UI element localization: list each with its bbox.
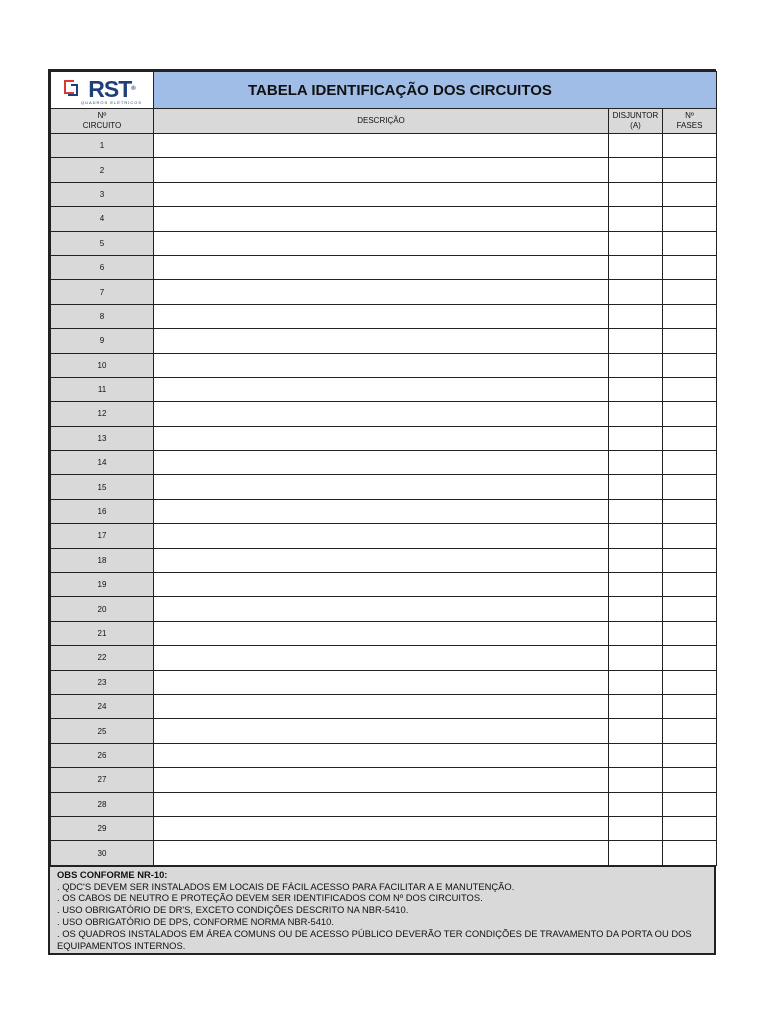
phases-cell[interactable]	[663, 646, 717, 670]
description-cell[interactable]	[154, 231, 609, 255]
circuit-number: 19	[51, 573, 154, 597]
table-row	[51, 524, 717, 548]
table-row	[51, 280, 717, 304]
phases-cell[interactable]	[663, 792, 717, 816]
description-cell[interactable]	[154, 719, 609, 743]
breaker-cell[interactable]	[609, 597, 663, 621]
circuit-number: 24	[51, 694, 154, 718]
breaker-cell[interactable]	[609, 524, 663, 548]
circuit-number: 7	[51, 280, 154, 304]
phases-cell[interactable]	[663, 499, 717, 523]
phases-cell[interactable]	[663, 621, 717, 645]
circuit-number: 27	[51, 768, 154, 792]
table-row	[51, 475, 717, 499]
phases-cell[interactable]	[663, 573, 717, 597]
table-row	[51, 255, 717, 279]
table-row	[51, 841, 717, 865]
header-description: DESCRIÇÃO	[154, 109, 609, 134]
table-row	[51, 353, 717, 377]
circuit-number: 22	[51, 646, 154, 670]
header-circuit-line1: Nº	[97, 111, 107, 120]
breaker-cell[interactable]	[609, 377, 663, 401]
table-row	[51, 158, 717, 182]
breaker-cell[interactable]	[609, 548, 663, 572]
table-row	[51, 816, 717, 840]
obs-lines	[57, 881, 709, 952]
circuit-number: 30	[51, 841, 154, 865]
header-row	[51, 109, 717, 134]
header-circuit-line2: CIRCUITO	[82, 121, 122, 130]
header-phases	[663, 109, 717, 134]
obs-line: . OS CABOS DE NEUTRO E PROTEÇÃO DEVEM SER IDENTIFICADOS COM Nº DOS CIRCUITOS.	[57, 892, 483, 904]
description-cell[interactable]	[154, 207, 609, 231]
phases-cell[interactable]	[663, 377, 717, 401]
breaker-cell[interactable]	[609, 646, 663, 670]
logo-tagline: QUADROS ELÉTRICOS	[80, 99, 142, 105]
phases-cell[interactable]	[663, 329, 717, 353]
table-row	[51, 329, 717, 353]
phases-cell[interactable]	[663, 280, 717, 304]
description-cell[interactable]	[154, 280, 609, 304]
description-cell[interactable]	[154, 329, 609, 353]
phases-cell[interactable]	[663, 353, 717, 377]
circuit-number: 10	[51, 353, 154, 377]
description-cell[interactable]	[154, 597, 609, 621]
circuit-number: 5	[51, 231, 154, 255]
logo-brand: RST	[88, 75, 132, 102]
breaker-cell[interactable]	[609, 475, 663, 499]
breaker-cell[interactable]	[609, 207, 663, 231]
table-row	[51, 304, 717, 328]
registered-mark: ®	[131, 85, 135, 92]
breaker-cell[interactable]	[609, 768, 663, 792]
description-cell[interactable]	[154, 182, 609, 206]
description-cell[interactable]	[154, 768, 609, 792]
phases-cell[interactable]	[663, 548, 717, 572]
circuit-number: 15	[51, 475, 154, 499]
circuit-number: 11	[51, 377, 154, 401]
description-cell[interactable]	[154, 792, 609, 816]
breaker-cell[interactable]	[609, 621, 663, 645]
phases-cell[interactable]	[663, 255, 717, 279]
obs-line: . USO OBRIGATÓRIO DE DPS, CONFORME NORMA NBR-5410.	[57, 915, 334, 927]
phases-cell[interactable]	[663, 451, 717, 475]
description-cell[interactable]	[154, 304, 609, 328]
description-cell[interactable]	[154, 499, 609, 523]
table-row	[51, 499, 717, 523]
table-row	[51, 670, 717, 694]
obs-line: . OS QUADROS INSTALADOS EM ÁREA COMUNS OU DE ACESSO PÚBLICO DEVERÃO TER CONDIÇÕES DE TRAVAMENTO DA PORTA OU DOS EQUIPAMENTOS INTERNOS.	[57, 927, 692, 951]
description-cell[interactable]	[154, 841, 609, 865]
obs-line: . USO OBRIGATÓRIO DE DR'S, EXCETO CONDIÇÕES DESCRITO NA NBR-5410.	[57, 904, 409, 916]
phases-cell[interactable]	[663, 426, 717, 450]
breaker-cell[interactable]	[609, 134, 663, 158]
logo	[51, 72, 154, 109]
description-cell[interactable]	[154, 548, 609, 572]
breaker-cell[interactable]	[609, 426, 663, 450]
circuit-number: 12	[51, 402, 154, 426]
breaker-cell[interactable]	[609, 719, 663, 743]
description-cell[interactable]	[154, 816, 609, 840]
table-row	[51, 426, 717, 450]
header-phases-line2: FASES	[676, 121, 703, 130]
phases-cell[interactable]	[663, 524, 717, 548]
circuit-identification-table	[48, 69, 716, 955]
phases-cell[interactable]	[663, 182, 717, 206]
table-row	[51, 743, 717, 767]
phases-cell[interactable]	[663, 134, 717, 158]
table-row	[51, 231, 717, 255]
phases-cell[interactable]	[663, 670, 717, 694]
table-row	[51, 573, 717, 597]
description-cell[interactable]	[154, 743, 609, 767]
table-row	[51, 548, 717, 572]
circuit-number: 18	[51, 548, 154, 572]
description-cell[interactable]	[154, 255, 609, 279]
obs-line: . QDC'S DEVEM SER INSTALADOS EM LOCAIS DE FÁCIL ACESSO PARA FACILITAR A E MANUTENÇÃO.	[57, 880, 515, 892]
description-cell[interactable]	[154, 524, 609, 548]
phases-cell[interactable]	[663, 743, 717, 767]
table-row	[51, 377, 717, 401]
description-cell[interactable]	[154, 426, 609, 450]
circuit-number: 9	[51, 329, 154, 353]
breaker-cell[interactable]	[609, 255, 663, 279]
table-row	[51, 182, 717, 206]
phases-cell[interactable]	[663, 475, 717, 499]
table-row	[51, 792, 717, 816]
table-row	[51, 694, 717, 718]
phases-cell[interactable]	[663, 207, 717, 231]
circuit-number: 6	[51, 255, 154, 279]
circuit-number: 8	[51, 304, 154, 328]
circuit-number: 1	[51, 134, 154, 158]
description-cell[interactable]	[154, 573, 609, 597]
breaker-cell[interactable]	[609, 694, 663, 718]
header-breaker-line1: DISJUNTOR	[612, 111, 659, 120]
header-breaker-line2: (A)	[630, 121, 641, 130]
phases-cell[interactable]	[663, 694, 717, 718]
breaker-cell[interactable]	[609, 353, 663, 377]
breaker-cell[interactable]	[609, 573, 663, 597]
breaker-cell[interactable]	[609, 841, 663, 865]
circuit-number: 26	[51, 743, 154, 767]
description-cell[interactable]	[154, 670, 609, 694]
breaker-cell[interactable]	[609, 792, 663, 816]
phases-cell[interactable]	[663, 816, 717, 840]
description-cell[interactable]	[154, 694, 609, 718]
page-title: TABELA IDENTIFICAÇÃO DOS CIRCUITOS	[154, 72, 717, 109]
circuit-number: 13	[51, 426, 154, 450]
table-row	[51, 719, 717, 743]
phases-cell[interactable]	[663, 719, 717, 743]
header-breaker	[609, 109, 663, 134]
breaker-cell[interactable]	[609, 816, 663, 840]
breaker-cell[interactable]	[609, 182, 663, 206]
circuit-number: 2	[51, 158, 154, 182]
description-cell[interactable]	[154, 621, 609, 645]
breaker-cell[interactable]	[609, 304, 663, 328]
phases-cell[interactable]	[663, 768, 717, 792]
phases-cell[interactable]	[663, 304, 717, 328]
description-cell[interactable]	[154, 451, 609, 475]
circuit-number: 16	[51, 499, 154, 523]
breaker-cell[interactable]	[609, 670, 663, 694]
phases-cell[interactable]	[663, 841, 717, 865]
phases-cell[interactable]	[663, 231, 717, 255]
breaker-cell[interactable]	[609, 451, 663, 475]
phases-cell[interactable]	[663, 402, 717, 426]
table-row	[51, 597, 717, 621]
circuit-number: 28	[51, 792, 154, 816]
table-row	[51, 402, 717, 426]
table-row	[51, 207, 717, 231]
circuit-number: 17	[51, 524, 154, 548]
table-row	[51, 768, 717, 792]
circuit-number: 21	[51, 621, 154, 645]
description-cell[interactable]	[154, 377, 609, 401]
breaker-cell[interactable]	[609, 743, 663, 767]
breaker-cell[interactable]	[609, 402, 663, 426]
breaker-cell[interactable]	[609, 329, 663, 353]
description-cell[interactable]	[154, 353, 609, 377]
table-row	[51, 134, 717, 158]
table-row	[51, 621, 717, 645]
circuit-number: 3	[51, 182, 154, 206]
breaker-cell[interactable]	[609, 499, 663, 523]
description-cell[interactable]	[154, 475, 609, 499]
phases-cell[interactable]	[663, 158, 717, 182]
circuit-number: 29	[51, 816, 154, 840]
circuit-number: 14	[51, 451, 154, 475]
circuit-number: 25	[51, 719, 154, 743]
phases-cell[interactable]	[663, 597, 717, 621]
header-phases-line1: Nº	[685, 111, 694, 120]
obs-title: OBS CONFORME NR-10:	[57, 868, 168, 880]
circuit-table	[50, 71, 717, 866]
description-cell[interactable]	[154, 134, 609, 158]
circuit-number: 4	[51, 207, 154, 231]
description-cell[interactable]	[154, 646, 609, 670]
header-circuit-number	[51, 109, 154, 134]
title-row	[51, 72, 717, 109]
description-cell[interactable]	[154, 158, 609, 182]
breaker-cell[interactable]	[609, 280, 663, 304]
table-row	[51, 646, 717, 670]
description-cell[interactable]	[154, 402, 609, 426]
table-row	[51, 451, 717, 475]
breaker-cell[interactable]	[609, 158, 663, 182]
circuit-number: 23	[51, 670, 154, 694]
rst-logo-mark-icon	[62, 78, 80, 96]
circuit-number: 20	[51, 597, 154, 621]
breaker-cell[interactable]	[609, 231, 663, 255]
obs-notes	[50, 866, 714, 954]
